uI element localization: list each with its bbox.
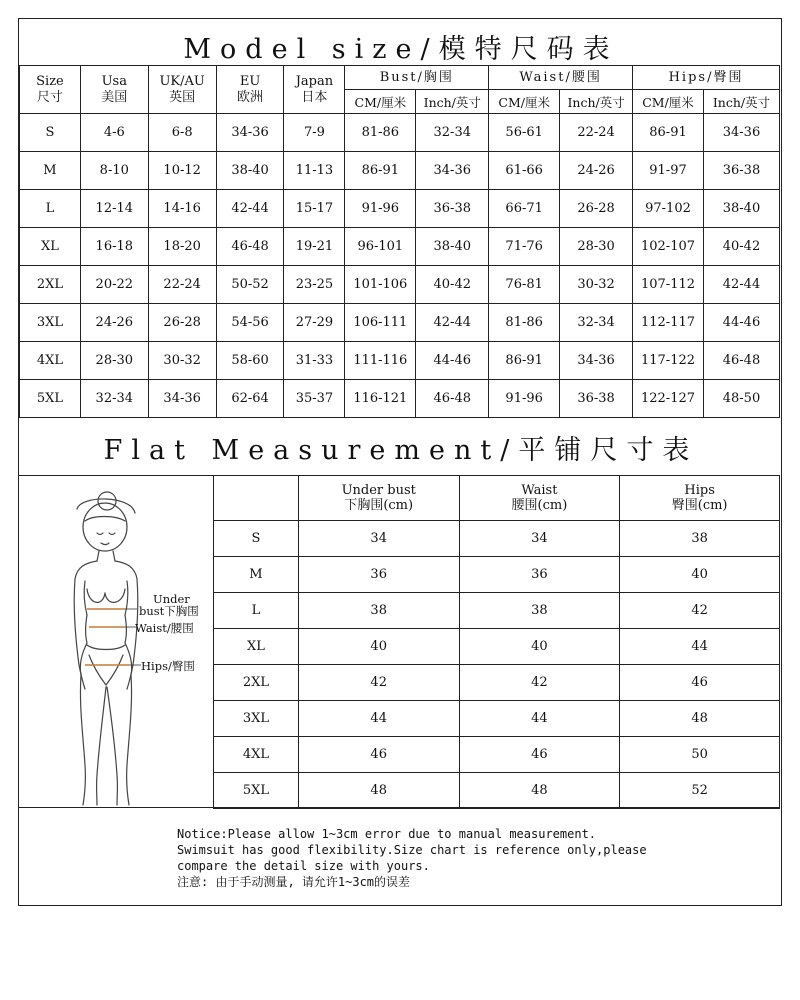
size-value-cell: 46-48 bbox=[703, 342, 779, 380]
size-value-cell: 58-60 bbox=[216, 342, 284, 380]
size-label-cell: 5XL bbox=[20, 380, 81, 418]
size-value-cell: 102-107 bbox=[633, 228, 704, 266]
waist-label: Waist/腰围 bbox=[135, 621, 194, 635]
size-value-cell: 18-20 bbox=[148, 228, 216, 266]
flat-value-cell: 40 bbox=[298, 629, 459, 665]
size-value-cell: 42-44 bbox=[216, 190, 284, 228]
flat-value-cell: 50 bbox=[620, 737, 780, 773]
header-usa bbox=[80, 66, 148, 114]
size-value-cell: 96-101 bbox=[345, 228, 416, 266]
size-value-cell: 76-81 bbox=[489, 266, 560, 304]
size-value-cell: 86-91 bbox=[489, 342, 560, 380]
size-value-cell: 91-97 bbox=[633, 152, 704, 190]
notice-line-1: Notice:Please allow 1~3cm error due to manual measurement. bbox=[177, 827, 597, 841]
header-japan-en: Japan bbox=[295, 73, 334, 89]
header-eu bbox=[216, 66, 284, 114]
model-size-row bbox=[20, 228, 780, 266]
size-value-cell: 62-64 bbox=[216, 380, 284, 418]
flat-size-label-cell: 5XL bbox=[214, 773, 299, 809]
flat-header-hips bbox=[620, 476, 780, 521]
header-eu-cn: 欧洲 bbox=[237, 89, 264, 105]
header-waist-inch: Inch/英寸 bbox=[560, 90, 633, 114]
size-value-cell: 6-8 bbox=[148, 114, 216, 152]
size-value-cell: 38-40 bbox=[416, 228, 489, 266]
size-label-cell: 4XL bbox=[20, 342, 81, 380]
size-value-cell: 30-32 bbox=[560, 266, 633, 304]
size-value-cell: 15-17 bbox=[284, 190, 345, 228]
flat-header-hips-cn: 臀围(cm) bbox=[671, 498, 728, 513]
header-eu-en: EU bbox=[239, 73, 261, 89]
size-label-cell: 2XL bbox=[20, 266, 81, 304]
size-value-cell: 54-56 bbox=[216, 304, 284, 342]
size-value-cell: 36-38 bbox=[560, 380, 633, 418]
size-label-cell: L bbox=[20, 190, 81, 228]
size-value-cell: 40-42 bbox=[416, 266, 489, 304]
model-size-row bbox=[20, 114, 780, 152]
model-size-row bbox=[20, 266, 780, 304]
size-value-cell: 20-22 bbox=[80, 266, 148, 304]
body-figure-illustration bbox=[19, 475, 213, 807]
flat-value-cell: 36 bbox=[459, 557, 620, 593]
header-hips-inch: Inch/英寸 bbox=[703, 90, 779, 114]
size-value-cell: 46-48 bbox=[416, 380, 489, 418]
size-value-cell: 48-50 bbox=[703, 380, 779, 418]
size-value-cell: 26-28 bbox=[560, 190, 633, 228]
header-waist: Waist/腰围 bbox=[489, 66, 633, 90]
flat-header-under-bust-en: Under bust bbox=[341, 483, 416, 498]
size-value-cell: 34-36 bbox=[416, 152, 489, 190]
size-value-cell: 31-33 bbox=[284, 342, 345, 380]
model-size-table bbox=[19, 65, 780, 418]
flat-value-cell: 46 bbox=[298, 737, 459, 773]
size-value-cell: 44-46 bbox=[703, 304, 779, 342]
flat-value-cell: 40 bbox=[459, 629, 620, 665]
header-ukau bbox=[148, 66, 216, 114]
header-usa-en: Usa bbox=[101, 73, 127, 89]
size-value-cell: 30-32 bbox=[148, 342, 216, 380]
flat-value-cell: 48 bbox=[298, 773, 459, 809]
size-value-cell: 91-96 bbox=[489, 380, 560, 418]
flat-value-cell: 38 bbox=[620, 521, 780, 557]
size-value-cell: 22-24 bbox=[148, 266, 216, 304]
size-value-cell: 36-38 bbox=[703, 152, 779, 190]
size-value-cell: 14-16 bbox=[148, 190, 216, 228]
size-value-cell: 28-30 bbox=[80, 342, 148, 380]
flat-value-cell: 42 bbox=[620, 593, 780, 629]
size-value-cell: 34-36 bbox=[148, 380, 216, 418]
size-label-cell: S bbox=[20, 114, 81, 152]
size-value-cell: 111-116 bbox=[345, 342, 416, 380]
flat-measurement-row bbox=[214, 521, 780, 557]
flat-measurement-row bbox=[214, 629, 780, 665]
notice-divider bbox=[19, 807, 780, 808]
flat-size-label-cell: 3XL bbox=[214, 701, 299, 737]
size-label-cell: XL bbox=[20, 228, 81, 266]
size-value-cell: 27-29 bbox=[284, 304, 345, 342]
header-hips-cm: CM/厘米 bbox=[633, 90, 704, 114]
size-value-cell: 32-34 bbox=[80, 380, 148, 418]
size-value-cell: 7-9 bbox=[284, 114, 345, 152]
size-value-cell: 35-37 bbox=[284, 380, 345, 418]
header-ukau-en: UK/AU bbox=[159, 73, 205, 89]
flat-size-label-cell: XL bbox=[214, 629, 299, 665]
notice-text bbox=[177, 826, 767, 890]
size-value-cell: 101-106 bbox=[345, 266, 416, 304]
flat-value-cell: 36 bbox=[298, 557, 459, 593]
notice-line-2: Swimsuit has good flexibility.Size chart is reference only,please bbox=[177, 843, 647, 857]
flat-size-label-cell: M bbox=[214, 557, 299, 593]
flat-value-cell: 44 bbox=[298, 701, 459, 737]
size-value-cell: 34-36 bbox=[703, 114, 779, 152]
flat-header-hips-en: Hips bbox=[684, 483, 715, 498]
flat-measurement-table bbox=[213, 475, 780, 809]
flat-value-cell: 34 bbox=[298, 521, 459, 557]
header-waist-cm: CM/厘米 bbox=[489, 90, 560, 114]
size-value-cell: 42-44 bbox=[416, 304, 489, 342]
under-bust-label-en: Under bbox=[153, 592, 190, 606]
size-value-cell: 97-102 bbox=[633, 190, 704, 228]
size-value-cell: 40-42 bbox=[703, 228, 779, 266]
model-size-title: Model size/模特尺码表 bbox=[183, 34, 619, 65]
flat-size-label-cell: L bbox=[214, 593, 299, 629]
header-bust: Bust/胸围 bbox=[345, 66, 489, 90]
size-value-cell: 32-34 bbox=[560, 304, 633, 342]
notice-line-4: 注意: 由于手动测量, 请允许1~3cm的误差 bbox=[177, 875, 411, 889]
under-bust-label-cn: bust下胸围 bbox=[139, 604, 199, 618]
model-size-row bbox=[20, 304, 780, 342]
model-size-rows bbox=[20, 114, 780, 418]
flat-header-under-bust bbox=[298, 476, 459, 521]
flat-value-cell: 48 bbox=[620, 701, 780, 737]
size-value-cell: 61-66 bbox=[489, 152, 560, 190]
model-size-row bbox=[20, 380, 780, 418]
size-value-cell: 28-30 bbox=[560, 228, 633, 266]
size-value-cell: 42-44 bbox=[703, 266, 779, 304]
size-value-cell: 8-10 bbox=[80, 152, 148, 190]
flat-value-cell: 46 bbox=[620, 665, 780, 701]
size-label-cell: 3XL bbox=[20, 304, 81, 342]
header-ukau-cn: 英国 bbox=[169, 89, 196, 105]
flat-measurement-row bbox=[214, 773, 780, 809]
size-value-cell: 11-13 bbox=[284, 152, 345, 190]
size-value-cell: 86-91 bbox=[345, 152, 416, 190]
flat-value-cell: 44 bbox=[620, 629, 780, 665]
flat-value-cell: 40 bbox=[620, 557, 780, 593]
size-value-cell: 81-86 bbox=[345, 114, 416, 152]
size-value-cell: 16-18 bbox=[80, 228, 148, 266]
header-hips: Hips/臀围 bbox=[633, 66, 780, 90]
size-value-cell: 38-40 bbox=[703, 190, 779, 228]
size-chart-frame bbox=[18, 18, 782, 906]
header-size-cn: 尺寸 bbox=[36, 89, 63, 105]
size-value-cell: 19-21 bbox=[284, 228, 345, 266]
flat-value-cell: 44 bbox=[459, 701, 620, 737]
size-value-cell: 91-96 bbox=[345, 190, 416, 228]
size-value-cell: 71-76 bbox=[489, 228, 560, 266]
header-bust-cm: CM/厘米 bbox=[345, 90, 416, 114]
flat-value-cell: 34 bbox=[459, 521, 620, 557]
size-value-cell: 32-34 bbox=[416, 114, 489, 152]
size-label-cell: M bbox=[20, 152, 81, 190]
size-value-cell: 56-61 bbox=[489, 114, 560, 152]
header-bust-inch: Inch/英寸 bbox=[416, 90, 489, 114]
size-value-cell: 22-24 bbox=[560, 114, 633, 152]
size-value-cell: 24-26 bbox=[80, 304, 148, 342]
flat-value-cell: 42 bbox=[459, 665, 620, 701]
flat-measurement-row bbox=[214, 593, 780, 629]
size-value-cell: 46-48 bbox=[216, 228, 284, 266]
flat-measurement-row bbox=[214, 701, 780, 737]
flat-measurement-row bbox=[214, 557, 780, 593]
flat-value-cell: 52 bbox=[620, 773, 780, 809]
header-japan-cn: 日本 bbox=[301, 89, 328, 105]
flat-value-cell: 46 bbox=[459, 737, 620, 773]
size-value-cell: 44-46 bbox=[416, 342, 489, 380]
size-value-cell: 34-36 bbox=[216, 114, 284, 152]
size-value-cell: 24-26 bbox=[560, 152, 633, 190]
flat-header-size-blank bbox=[214, 476, 299, 521]
size-value-cell: 10-12 bbox=[148, 152, 216, 190]
flat-value-cell: 38 bbox=[459, 593, 620, 629]
notice-line-3: compare the detail size with yours. bbox=[177, 859, 430, 873]
size-value-cell: 4-6 bbox=[80, 114, 148, 152]
size-value-cell: 34-36 bbox=[560, 342, 633, 380]
flat-measurement-rows bbox=[214, 521, 780, 809]
flat-header-under-bust-cn: 下胸围(cm) bbox=[344, 498, 414, 513]
size-value-cell: 122-127 bbox=[633, 380, 704, 418]
flat-size-label-cell: 4XL bbox=[214, 737, 299, 773]
size-value-cell: 38-40 bbox=[216, 152, 284, 190]
hips-label: Hips/臀围 bbox=[141, 659, 195, 673]
size-value-cell: 112-117 bbox=[633, 304, 704, 342]
header-japan bbox=[284, 66, 345, 114]
model-size-row bbox=[20, 190, 780, 228]
size-value-cell: 107-112 bbox=[633, 266, 704, 304]
flat-value-cell: 48 bbox=[459, 773, 620, 809]
flat-value-cell: 38 bbox=[298, 593, 459, 629]
flat-measurement-row bbox=[214, 665, 780, 701]
size-value-cell: 106-111 bbox=[345, 304, 416, 342]
flat-header-waist-cn: 腰围(cm) bbox=[511, 498, 568, 513]
size-value-cell: 36-38 bbox=[416, 190, 489, 228]
model-size-row bbox=[20, 152, 780, 190]
size-value-cell: 86-91 bbox=[633, 114, 704, 152]
size-value-cell: 26-28 bbox=[148, 304, 216, 342]
flat-value-cell: 42 bbox=[298, 665, 459, 701]
size-value-cell: 117-122 bbox=[633, 342, 704, 380]
model-size-row bbox=[20, 342, 780, 380]
size-value-cell: 66-71 bbox=[489, 190, 560, 228]
header-usa-cn: 美国 bbox=[101, 89, 128, 105]
size-value-cell: 50-52 bbox=[216, 266, 284, 304]
header-size-en: Size bbox=[36, 73, 64, 89]
size-value-cell: 23-25 bbox=[284, 266, 345, 304]
size-value-cell: 12-14 bbox=[80, 190, 148, 228]
woman-silhouette-icon bbox=[19, 475, 213, 807]
flat-measurement-title: Flat Measurement/平铺尺寸表 bbox=[103, 435, 699, 466]
size-value-cell: 116-121 bbox=[345, 380, 416, 418]
flat-measurement-row bbox=[214, 737, 780, 773]
flat-header-waist-en: Waist bbox=[521, 483, 558, 498]
flat-size-label-cell: 2XL bbox=[214, 665, 299, 701]
flat-size-label-cell: S bbox=[214, 521, 299, 557]
header-size bbox=[20, 66, 81, 114]
size-value-cell: 81-86 bbox=[489, 304, 560, 342]
flat-header-waist bbox=[459, 476, 620, 521]
